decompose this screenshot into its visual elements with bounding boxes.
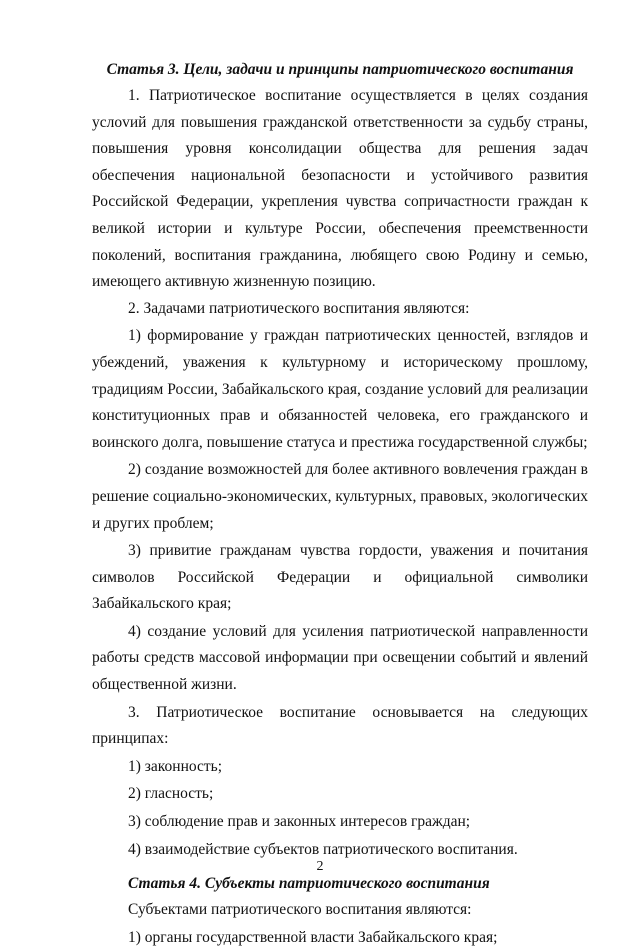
article-3-heading: Статья 3. Цели, задачи и принципы патриотического воспитания [106,61,574,78]
article-3-task-4: 4) создание условий для усиления патриотической направленности работы средств массовой информации при освещении событий и явлений общественной жизни. [92,622,588,694]
article-3-task-2: 2) создание возможностей для более активного вовлечения граждан в решение социально-экономических, культурных, правовых, экологических и других проблем; [92,461,588,532]
page-number: 2 [316,859,324,874]
article-3-paragraph-3: 3. Патриотическое воспитание основывается на следующих принципах: [92,703,588,748]
article-3-principle-2: 2) гласность; [128,785,214,803]
article-3-principle-4: 4) взаимодействие субъектов патриотического воспитания. [128,840,518,858]
article-3-paragraph-1: 1. Патриотическое воспитание осуществляется в целях создания услоvий для повышения гражданской ответственности за судьбу страны, повышения уровня консолидации общества для решения задач обеспечения национальной безопасности и устойчивого развития Российской Федерации, укрепления чувства сопричастности граждан к великой истории и культуре России, обеспечения преемственности поколений, воспитания гражданина, любящего свою Родину и семью, имеющего активную жизненную позицию. [92,87,588,291]
article-3-paragraph-2: 2. Задачами патриотического воспитания являются: [128,299,470,317]
article-4-subject-1: 1) органы государственной власти Забайкальского края; [128,928,498,946]
article-3-principle-1: 1) законность; [128,757,223,775]
article-3-task-3: 3) привитие гражданам чувства гордости, уважения и почитания символов Российской Федерации и официальной символики Забайкальского края; [92,542,588,613]
article-3-task-1: 1) формирование у граждан патриотических ценностей, взглядов и убеждений, уважения к культурному и историческому прошлому, традициям России, Забайкальского края, создание условий для реализации конституционных прав и обязанностей человека, его гражданского и воинского долга, повышение статуса и престижа государственной службы; [92,327,588,451]
article-4-heading: Статья 4. Субъекты патриотического воспитания [128,875,490,893]
article-4-paragraph-1: Субъектами патриотического воспитания являются: [128,901,472,919]
page-content [92,56,588,951]
article-3-principle-3: 3) соблюдение прав и законных интересов граждан; [128,813,471,831]
